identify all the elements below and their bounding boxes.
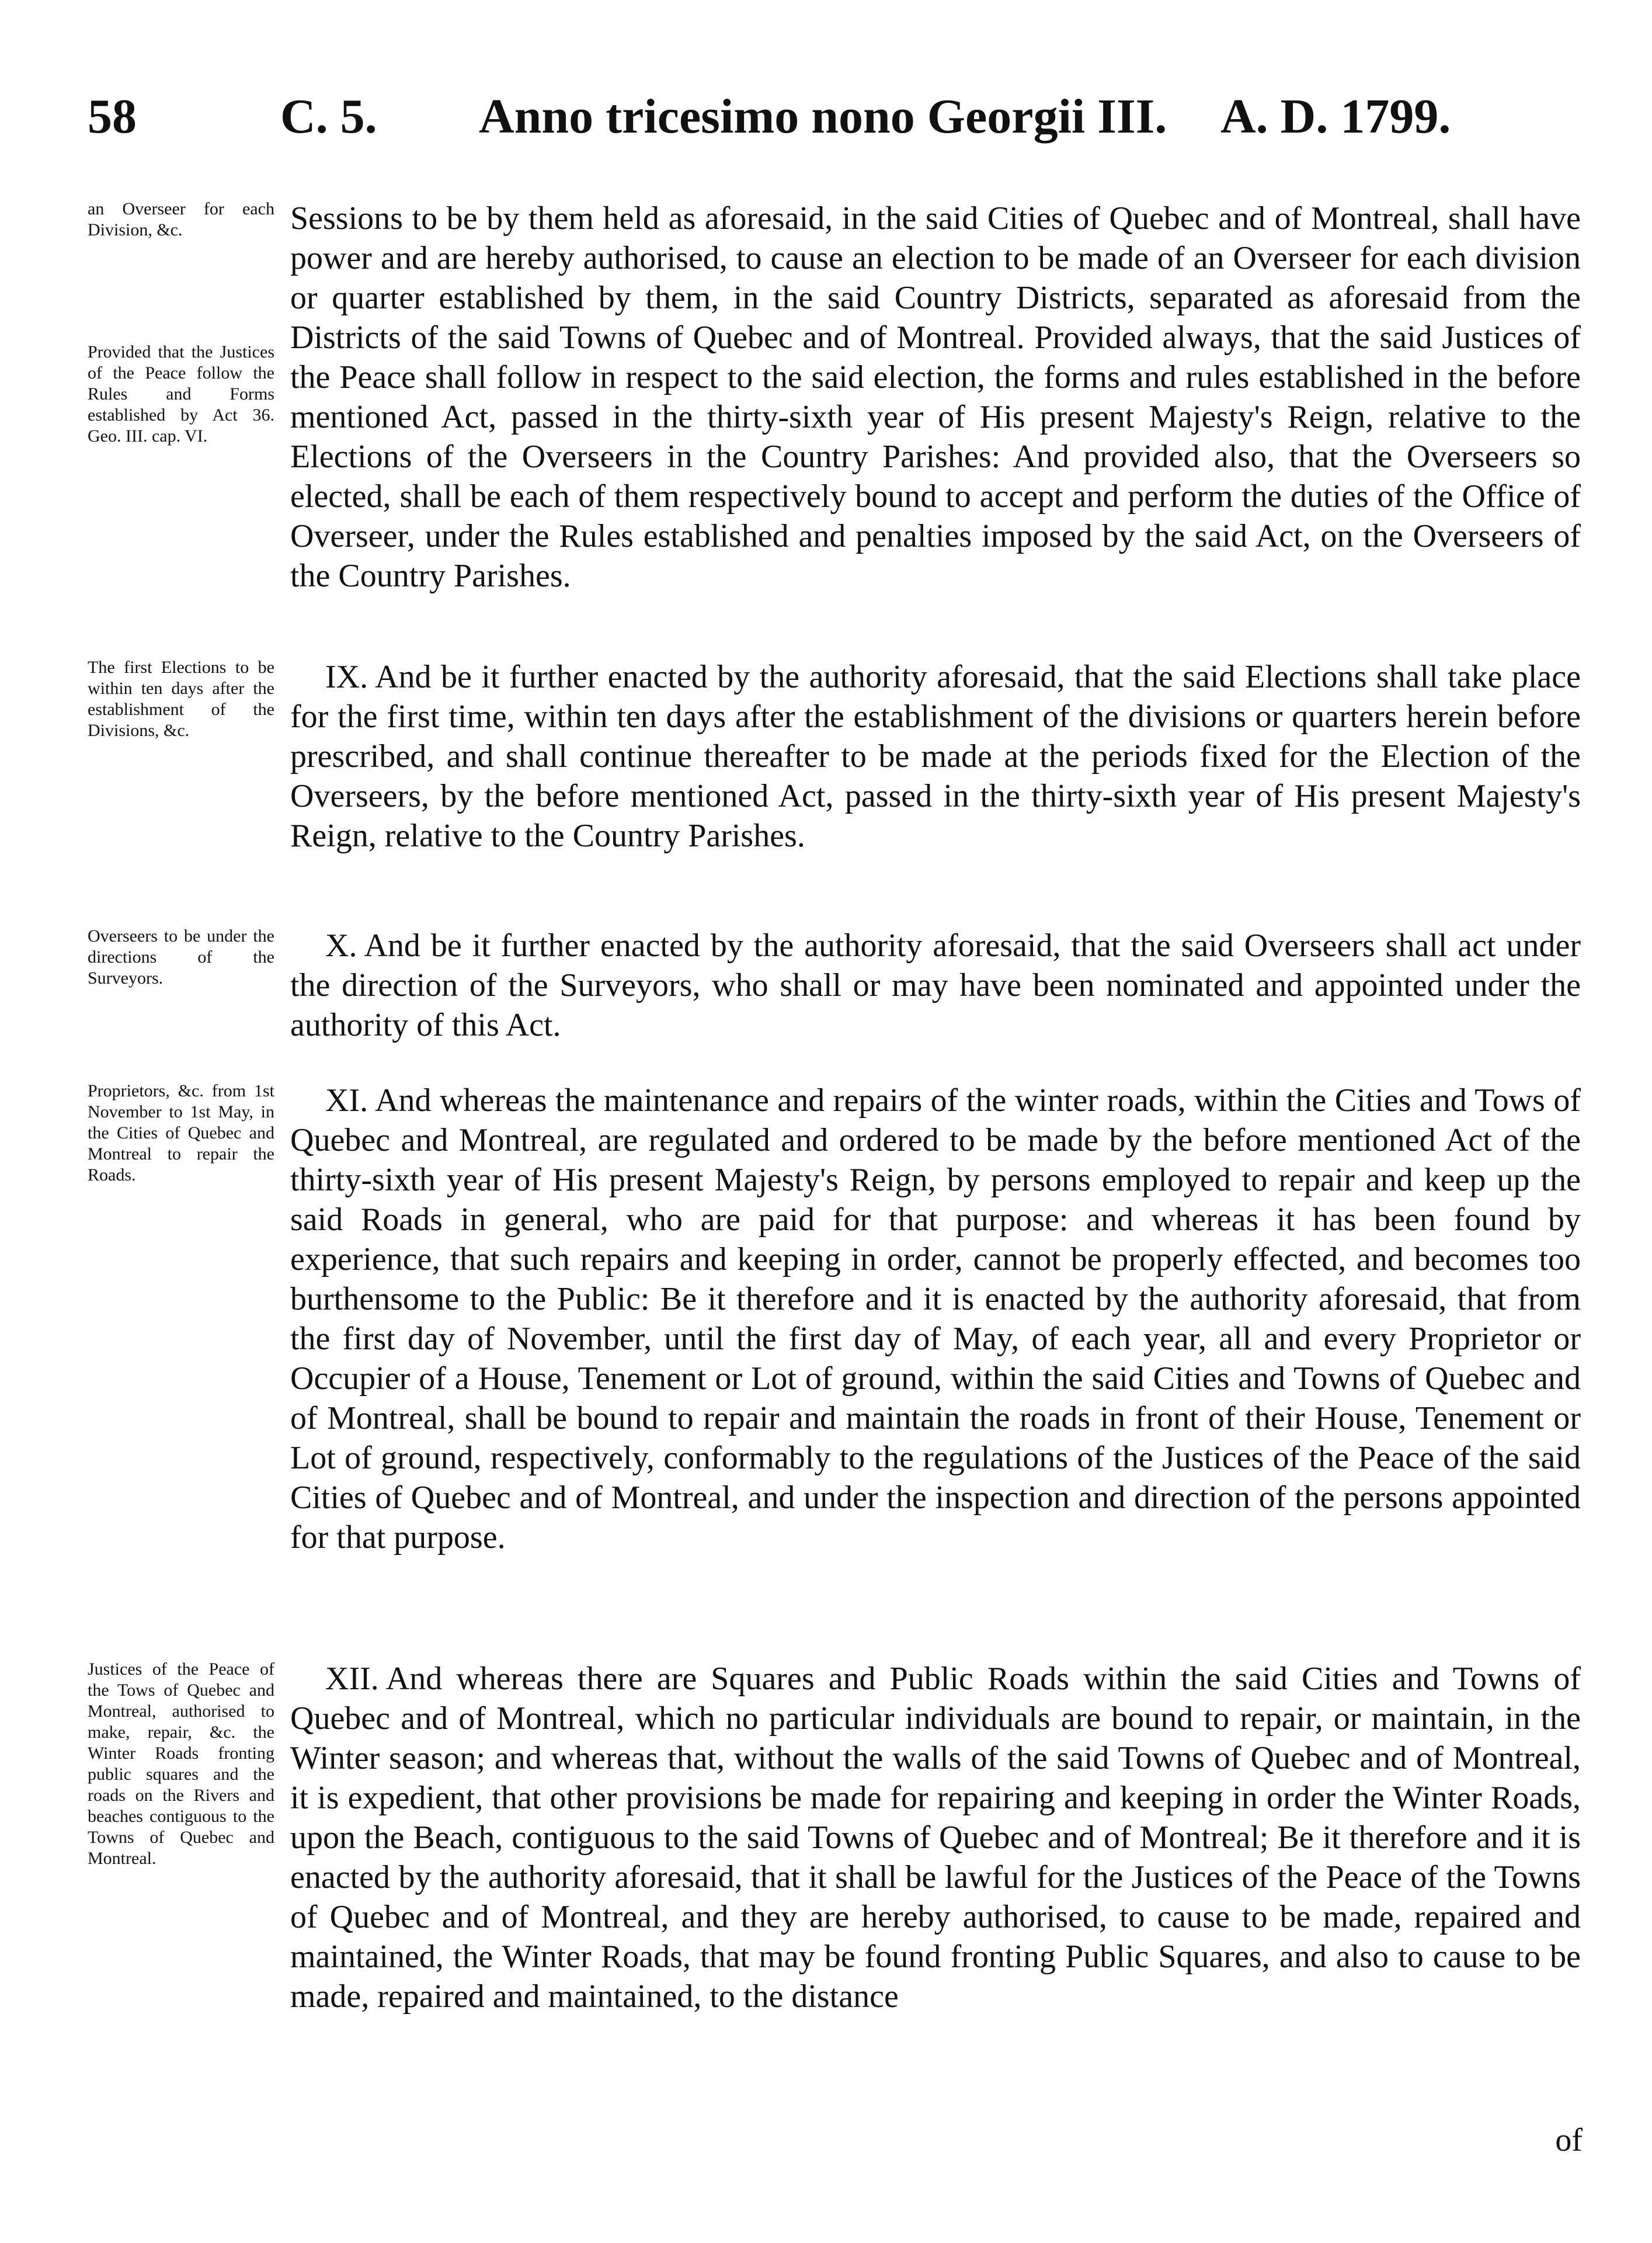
section-text: And whereas there are Squares and Public Roads within the said Cities and Towns of Quebec and of Montreal, which no particular individuals are bound to repair, or maintain, in the Winter season; and whereas that, without the walls of the said Towns of Quebec and of Montreal, it is expedient, that other provisions be made for repairing and keeping in order the Winter Roads, upon the Beach, contiguous to the said Towns of Quebec and of Montreal; Be it therefore and it is enacted by the authority aforesaid, that it shall be lawful for the Justices of the Peace of the Towns of Quebec and of Montreal, and they are hereby authorised, to cause to be made, repaired and maintained, the Winter Roads, that may be found fronting Public Squares, and also to cause to be made, repaired and maintained, to the distance [290,1661,1581,2015]
page-number: 58 [88,89,137,144]
margin-note: an Overseer for each Division, &c. [88,199,274,239]
year-label: A. D. 1799. [1220,89,1451,144]
running-header [88,85,1583,155]
section-text: Sessions to be by them held as aforesaid, in the said Cities of Quebec and of Montreal, shall have power and are hereby authorised, to cause an election to be made of an Overseer for each division or quarter established by them, in the said Country Districts, separated as aforesaid from the Districts of the said Towns of Quebec and of Montreal. Provided always, that the said Justices of the Peace shall follow in respect to the said election, the forms and rules established in the before mentioned Act, passed in the thirty-sixth year of His present Majesty's Reign, relative to the Elections of the Overseers in the Country Parishes: And provided also, that the Overseers so elected, shall be each of them respectively bound to accept and perform the duties of the Office of Overseer, under the Rules established and penalties imposed by the said Act, on the Overseers of the Country Parishes. [290,200,1581,594]
section-body [290,657,1581,856]
section-text: And be it further enacted by the authority aforesaid, that the said Overseers shall act under the direction of the Surveyors, who shall or may have been nominated and appointed under the authority of this Act. [290,928,1581,1043]
section-text: And be it further enacted by the authority aforesaid, that the said Elections shall take place for the first time, within ten days after the establishment of the divisions or quarters herein before prescribed, and shall continue thereafter to be made at the periods fixed for the Election of the Overseers, by the before mentioned Act, passed in the thirty-sixth year of His present Majesty's Reign, relative to the Country Parishes. [290,659,1581,854]
margin-note: Proprietors, &c. from 1st November to 1st May, in the Cities of Quebec and Montreal to repair the Roads. [88,1081,274,1185]
margin-note: Overseers to be under the directions of the Surveyors. [88,926,274,988]
margin-note: The first Elections to be within ten days after the establishment of the Divisions, &c. [88,658,274,740]
section-body [290,199,1581,596]
section-body [290,1659,1581,2016]
section-number: XI. [325,1082,368,1119]
section-number: X. [325,928,357,964]
section-text: And whereas the maintenance and repairs of the winter roads, within the Cities and Tows of Quebec and Montreal, are regulated and ordered to be made by the before mentioned Act of the thirty-sixth year of His present Majesty's Reign, by persons employed to repair and keep up the said Roads in general, who are paid for that purpose: and whereas it has been found by experience, that such repairs and keeping in order, cannot be properly effected, and becomes too burthensome to the Public: Be it therefore and it is enacted by the authority aforesaid, that from the first day of November, until the first day of May, of each year, all and every Proprietor or Occupier of a House, Tenement or Lot of ground, within the said Cities and Towns of Quebec and of Montreal, shall be bound to repair and maintain the roads in front of their House, Tenement or Lot of ground, respectively, conformably to the regulations of the Justices of the Peace of the said Cities of Quebec and of Montreal, and under the inspection and direction of the persons appointed for that purpose. [290,1082,1581,1555]
margin-note: Provided that the Justices of the Peace follow the Rules and Forms established by Act 36. Geo. III. cap. VI. [88,342,274,446]
margin-note: Justices of the Peace of the Tows of Quebec and Montreal, authorised to make, repair, &c. the Winter Roads fronting public squares and the roads on the Rivers and beaches contiguous to the Towns of Quebec and Montreal. [88,1659,274,1868]
catchword: of [1555,2122,1583,2158]
section-body [290,1081,1581,1557]
running-title: Anno tricesimo nono Georgii III. [479,89,1167,144]
section-number: IX. [325,659,368,695]
section-body [290,926,1581,1045]
chapter-number: C. 5. [280,89,377,144]
section-number: XII. [325,1661,379,1697]
